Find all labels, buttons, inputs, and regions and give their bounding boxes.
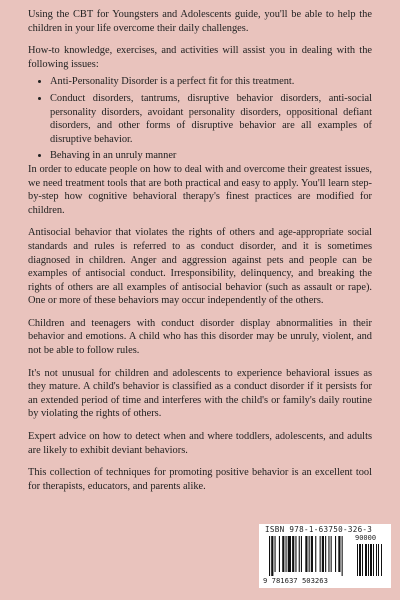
blurb: [28, 8, 372, 502]
body-paragraph: It's not unusual for children and adolescents to experience behavioral issues as they mature. A child's behavior is classified as a conduct disorder if it persists for an extended period of time and interferes with the child's or family's daily routine by violating the rights of others.: [28, 367, 372, 420]
isbn-label: ISBN 978-1-63750-326-3: [265, 525, 373, 534]
list-item: • Conduct disorders, tantrums, disruptive behavior disorders, anti-social personality disorders, avoidant personality disorders, oppositional defiant disorders, and other forms of disruptive behavior are all examples of disruptive behavior.: [50, 92, 372, 146]
barcode-addon: 90000: [355, 534, 377, 542]
body-paragraph: Children and teenagers with conduct disorder display abnormalities in their behavior and emotions. A child who has this disorder may be unruly, violent, and not be able to follow rules.: [28, 317, 372, 357]
body-paragraph: Expert advice on how to detect when and where toddlers, adolescents, and adults are likely to exhibit deviant behaviors.: [28, 431, 372, 456]
isbn-barcode: [259, 524, 391, 588]
barcode-bars: [267, 536, 385, 576]
body-paragraph: In order to educate people on how to deal with and overcome their greatest issues, we need treatment tools that are both practical and easy to apply. You'll learn step-by-step how cognitive behavioral therapy's finest practices are modified for children.: [28, 163, 372, 216]
list-item: • Anti-Personality Disorder is a perfect fit for this treatment.: [50, 75, 372, 89]
list-item: • Behaving in an unruly manner: [50, 149, 372, 163]
barcode-digits: 9 781637 503263: [263, 576, 328, 585]
body-paragraph: This collection of techniques for promoting positive behavior is an excellent tool for therapists, educators, and parents alike.: [28, 467, 372, 492]
issues-intro: How-to knowledge, exercises, and activities will assist you in dealing with the following issues:: [28, 45, 372, 70]
body-paragraph: Antisocial behavior that violates the rights of others and age-appropriate social standards and rules is referred to as conduct disorder, and it is sometimes diagnosed in children. Anger and aggression against pets and people can be examples of antisocial conduct. Irresponsibility, delinquency, and breaking the rights of others are all examples of antisocial behavior (such as assault or rape). One or more of these behaviors may occur independently of the others.: [28, 227, 372, 307]
intro-paragraph: Using the CBT for Youngsters and Adolescents guide, you'll be able to help the children in your life overcome their daily challenges.: [28, 9, 372, 34]
issues-list: [28, 75, 372, 163]
